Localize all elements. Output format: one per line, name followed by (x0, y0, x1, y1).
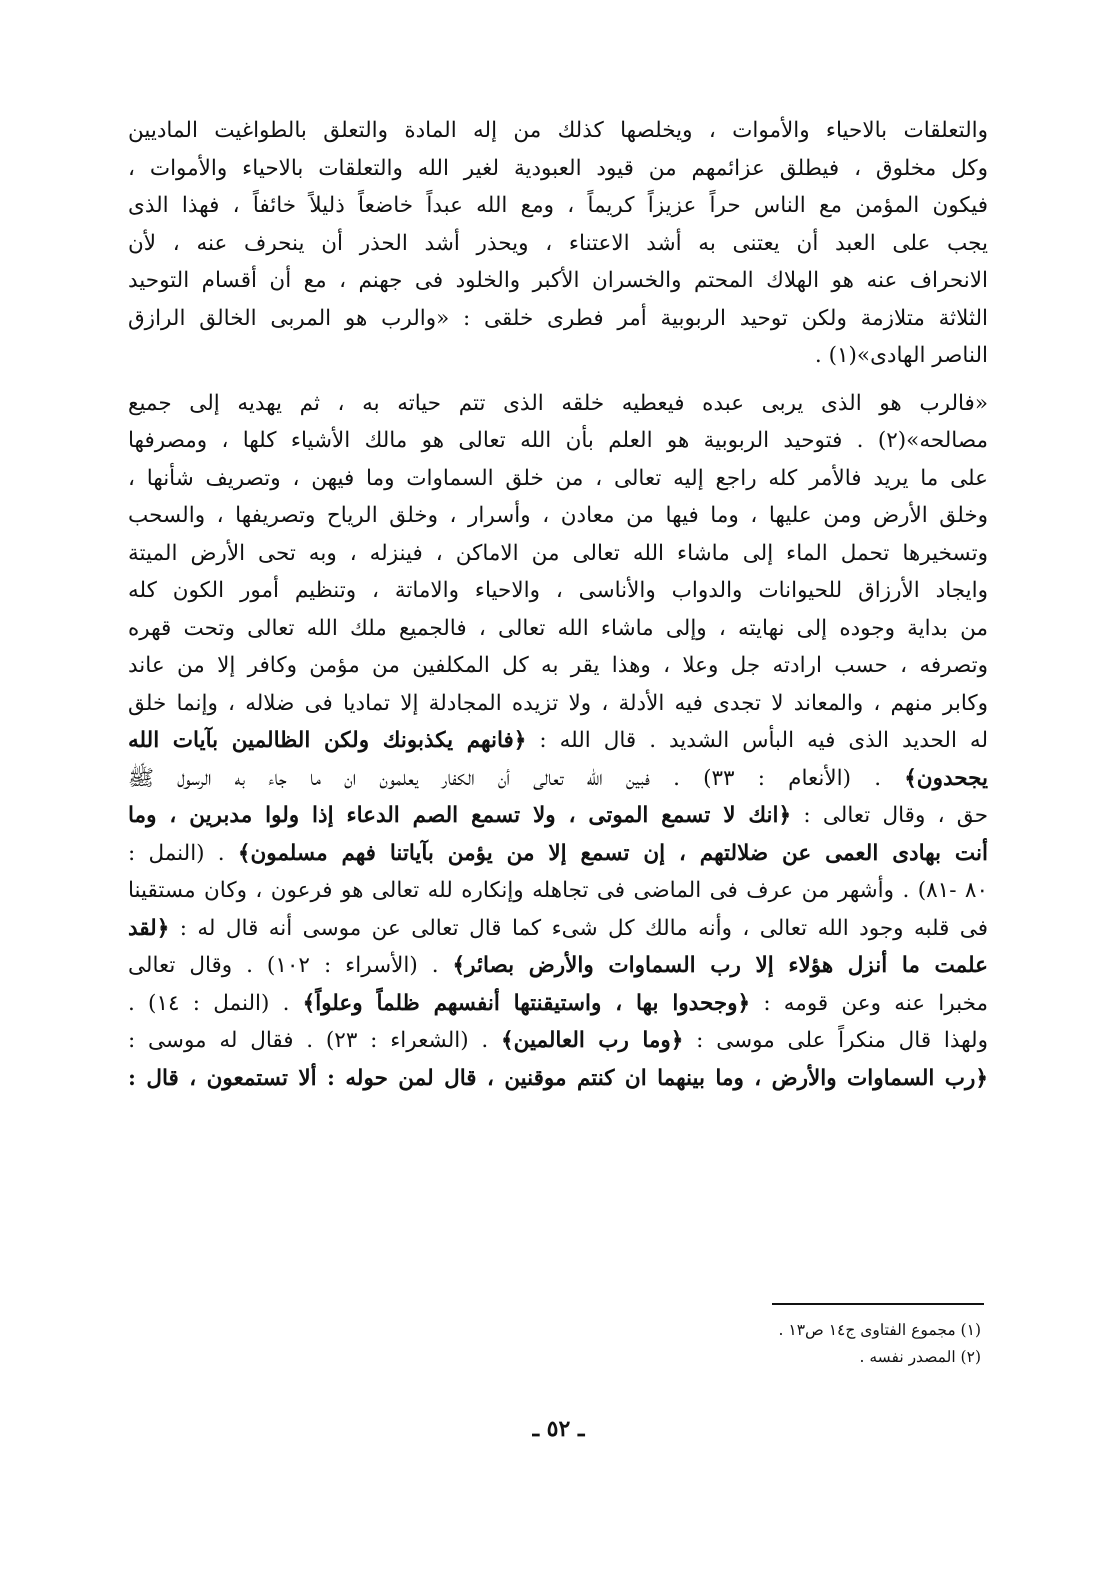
quran-verse-text: ﴿لقد (128, 915, 170, 941)
quran-verse-text: أنت بهادى العمى عن ضلالتهم ، إن تسمع إلا من يؤمن بآياتنا فهم مسلمون﴾ (237, 840, 988, 866)
footnote-divider (772, 1303, 984, 1305)
text-segment: فى قلبه وجود الله تعالى ، وأنه مالك كل شىء كما قال تعالى عن موسى أنه قال له : (169, 915, 988, 941)
text-line: وخلق الأرض ومن عليها ، وما فيها من معادن ، وأسرار ، وخلق الرياح وتصريفها ، والسحب (128, 503, 988, 528)
text-line: وكل مخلوق ، فيطلق عزائمهم من قيود العبودية لغير الله والتعلقات بالاحياء والأموات ، (128, 155, 988, 181)
text-segment: حق ، وقال تعالى : (791, 803, 988, 828)
text-line: «فالرب هو الذى يربى عبده فيعطيه خلقه الذى تتم حياته به ، ثم يهديه إلى جميع (128, 390, 988, 416)
text-line: الناصر الهادى»(١) . (814, 343, 988, 368)
quran-verse-text: ﴿انك لا تسمع الموتى ، ولا تسمع الصم الدعاء إذا ولوا مدبرين ، وما (128, 803, 792, 828)
text-line: وكابر منهم ، والمعاند لا تجدى فيه الأدلة ، ولا تزيده المجادلة إلا تماديا فى ضلاله ، وإنما خلق (128, 690, 988, 716)
text-line (128, 1060, 988, 1098)
page-body (128, 112, 988, 1097)
quran-verse-text: ﴿فانهم يكذبونك ولكن الظالمين بآيات الله (128, 728, 527, 753)
text-line: يجب على العبد أن يعتنى به أشد الاعتناء ، ويحذر أشد الحذر أن ينحرف عنه ، لأن (128, 230, 988, 256)
text-segment: . (الأنعام : ٣٣) . فبين الله تعالى أن الكفار يعلمون ان ما جاء به الرسول ﷺ (128, 765, 905, 791)
text-segment: مخبرا عنه وعن قومه : (750, 990, 988, 1016)
text-line: والتعلقات بالاحياء والأموات ، ويخلصها كذلك من إله المادة والتعلق بالطواغيت الماديين (128, 118, 988, 143)
text-segment: . (الأسراء : ١٠٢) . وقال تعالى (128, 953, 453, 978)
text-line (128, 1022, 988, 1060)
footnote-1: (١) مجموع الفتاوى ج١٤ ص١٣ . (778, 1321, 981, 1339)
text-line: وتسخيرها تحمل الماء إلى ماشاء الله تعالى من الاماكن ، فينزله ، وبه تحى الأرض الميتة (128, 540, 988, 566)
text-line (128, 947, 988, 985)
quran-verse-text: ﴿وجحدوا بها ، واستيقنتها أنفسهم ظلماً وعلواً﴾ (302, 990, 751, 1016)
text-line: فيكون المؤمن مع الناس حراً عزيزاً كريماً ، ومع الله عبداً خاضعاً ذليلاً خائفاً ، فهذا الذى (128, 193, 988, 218)
text-segment: . (النمل : (128, 840, 238, 866)
quran-verse-text: ﴿رب السماوات والأرض ، وما بينهما ان كنتم موقنين ، قال لمن حوله : ألا تستمعون ، قال : (128, 1065, 988, 1091)
quran-verse-text: علمت ما أنزل هؤلاء إلا رب السماوات والأرض بصائر﴾ (452, 953, 988, 978)
text-line (128, 722, 988, 760)
text-segment: ولهذا قال منكراً على موسى : (683, 1028, 988, 1053)
text-segment: له الحديد الذى فيه البأس الشديد . قال الله : (526, 728, 988, 753)
text-line: من بداية وجوده إلى نهايته ، وإلى ماشاء الله تعالى ، فالجميع ملك الله تعالى وتحت قهره (128, 615, 988, 641)
text-segment: . (النمل : ١٤) . (128, 990, 303, 1016)
text-line: الانحراف عنه هو الهلاك المحتم والخسران الأكبر والخلود فى جهنم ، مع أن أقسام التوحيد (128, 268, 988, 293)
text-segment: . (الشعراء : ٢٣) . فقال له موسى : (128, 1028, 501, 1053)
text-line: مصالحه»(٢) . فتوحيد الربوبية هو العلم بأن الله تعالى هو مالك الأشياء كلها ، ومصرفها (128, 428, 988, 453)
text-line (128, 835, 988, 873)
paragraph-gap (128, 375, 988, 385)
text-line: وتصرفه ، حسب ارادته جل وعلا ، وهذا يقر به كل المكلفين من مؤمن وكافر إلا من عاند (128, 653, 988, 678)
quran-verse-text: ﴿وما رب العالمين﴾ (501, 1028, 684, 1053)
text-line: وايجاد الأرزاق للحيوانات والدواب والأناسى ، والاحياء والاماتة ، وتنظيم أمور الكون كله (128, 578, 988, 603)
text-line (128, 760, 988, 798)
footnote-2: (٢) المصدر نفسه . (859, 1348, 981, 1366)
text-line: الثلاثة متلازمة ولكن توحيد الربوبية أمر فطرى خلقى : «والرب هو المربى الخالق الرازق (128, 305, 988, 331)
text-line (128, 797, 988, 835)
text-line (128, 985, 988, 1023)
page-number: ـ ٥٢ ـ (532, 1416, 585, 1442)
text-line: ٨٠ -٨١) . وأشهر من عرف فى الماضى فى تجاهله وإنكاره لله تعالى هو فرعون ، وكان مستقينا (128, 878, 988, 903)
text-line (128, 910, 988, 948)
quran-verse-text: يجحدون﴾ (904, 765, 988, 791)
text-line: على ما يريد فالأمر كله راجع إليه تعالى ، من خلق السماوات وما فيهن ، وتصريف شأنها ، (128, 465, 988, 491)
